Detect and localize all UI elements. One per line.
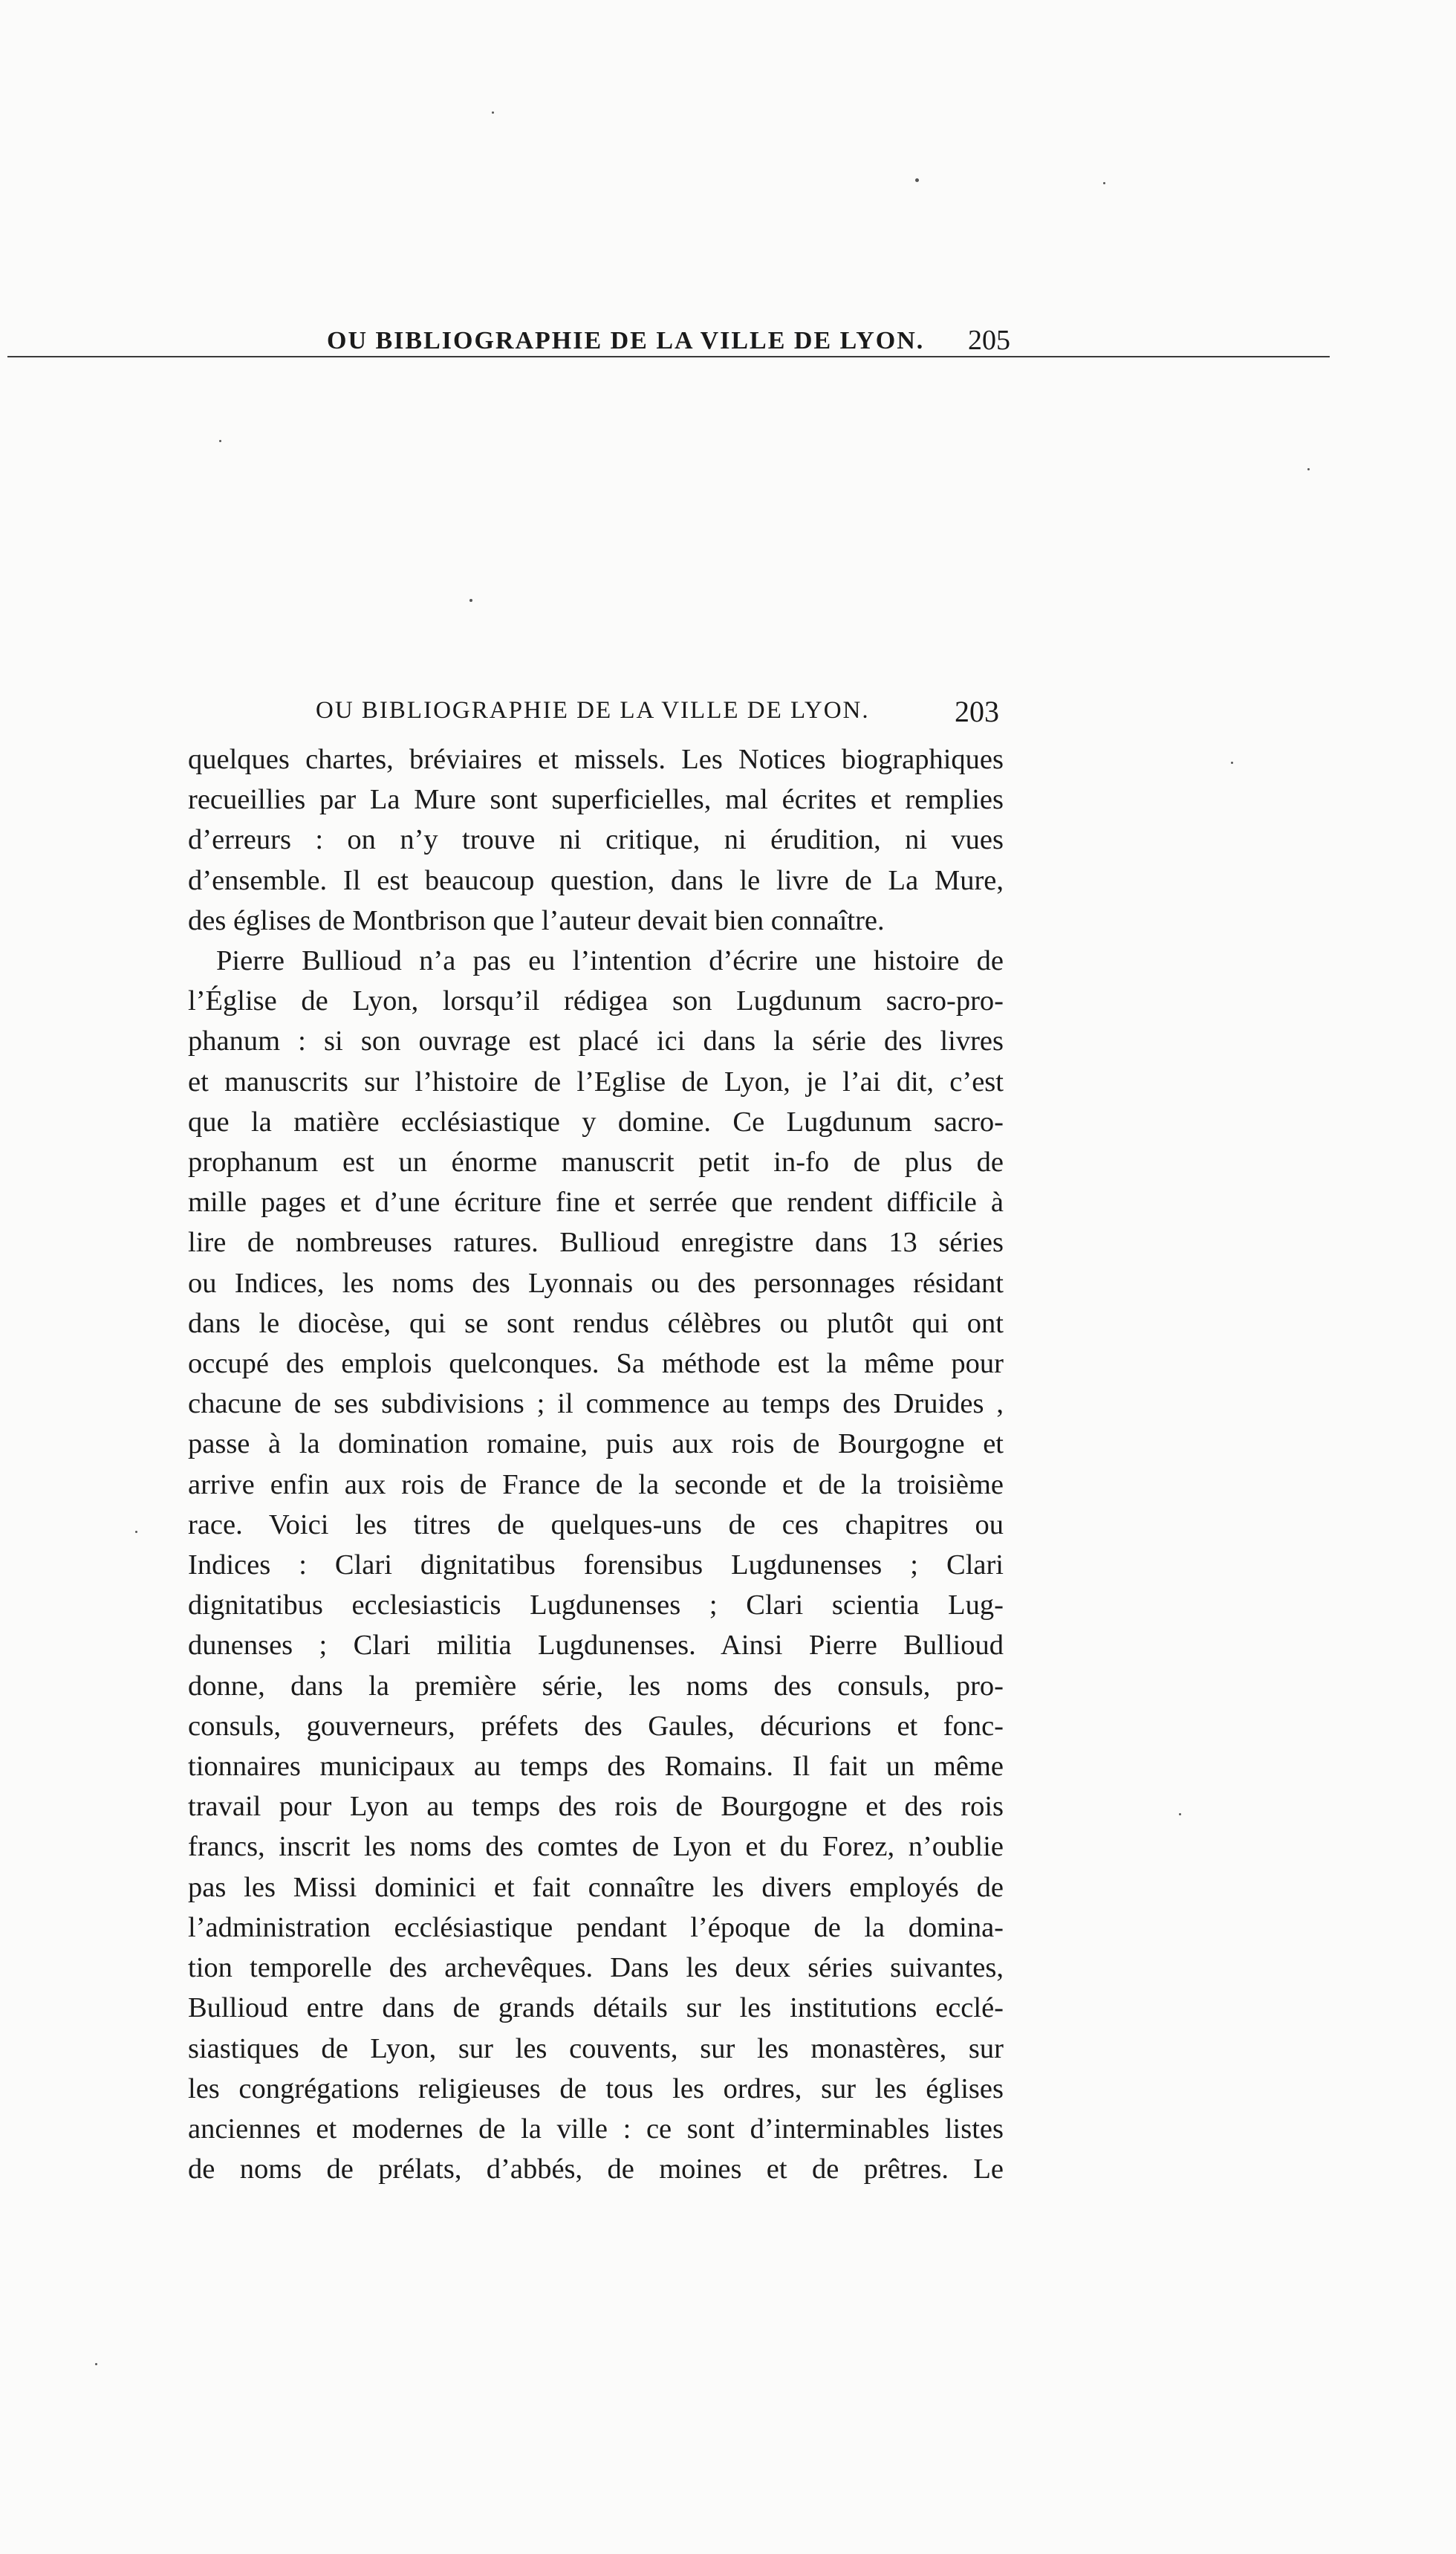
text-line: l’Église de Lyon, lorsqu’il rédigea son Lugdunum sacro-pro- bbox=[188, 985, 1004, 1017]
text-line: Indices : Clari dignitatibus forensibus Lugdunenses ; Clari bbox=[188, 1549, 1004, 1581]
text-line: dignitatibus ecclesiasticis Lugdunenses ; Clari scientia Lug- bbox=[188, 1589, 1004, 1621]
paper-speck bbox=[219, 440, 221, 442]
paper-speck bbox=[135, 1531, 137, 1533]
text-line: anciennes et modernes de la ville : ce sont d’interminables listes bbox=[188, 2113, 1004, 2145]
paper-speck bbox=[469, 599, 472, 602]
running-header-title: OU BIBLIOGRAPHIE DE LA VILLE DE LYON. bbox=[316, 697, 870, 724]
paper-speck bbox=[1307, 468, 1310, 470]
text-line: ou Indices, les noms des Lyonnais ou des personnages résidant bbox=[188, 1267, 1004, 1299]
text-line: chacune de ses subdivisions ; il commence au temps des Druides , bbox=[188, 1388, 1004, 1420]
text-line: et manuscrits sur l’histoire de l’Eglise de Lyon, je l’ai dit, c’est bbox=[188, 1066, 1004, 1098]
text-line: occupé des emplois quelconques. Sa méthode est la même pour bbox=[188, 1348, 1004, 1380]
text-line: pas les Missi dominici et fait connaître les divers employés de bbox=[188, 1871, 1004, 1903]
paper-speck bbox=[1179, 1813, 1181, 1815]
text-line: phanum : si son ouvrage est placé ici dans la série des livres bbox=[188, 1025, 1004, 1057]
body-text bbox=[188, 739, 1004, 2189]
paper-speck bbox=[492, 111, 494, 114]
paper-speck bbox=[915, 178, 919, 182]
text-line: donne, dans la première série, les noms des consuls, pro- bbox=[188, 1670, 1004, 1702]
bleed-through-rule bbox=[7, 356, 1330, 357]
text-line: tion temporelle des archevêques. Dans les deux séries suivantes, bbox=[188, 1952, 1004, 1984]
text-line: tionnaires municipaux au temps des Romains. Il fait un même bbox=[188, 1751, 1004, 1783]
text-line: Pierre Bullioud n’a pas eu l’intention d’écrire une histoire de bbox=[216, 945, 1004, 977]
text-line: francs, inscrit les noms des comtes de Lyon et du Forez, n’oublie bbox=[188, 1831, 1004, 1863]
paper-speck bbox=[1231, 762, 1233, 764]
paper-speck bbox=[95, 2363, 97, 2365]
text-line: mille pages et d’une écriture fine et serrée que rendent difficile à bbox=[188, 1187, 1004, 1219]
text-line: lire de nombreuses ratures. Bullioud enregistre dans 13 séries bbox=[188, 1227, 1004, 1259]
text-line: dans le diocèse, qui se sont rendus célèbres ou plutôt qui ont bbox=[188, 1307, 1004, 1339]
text-line: quelques chartes, bréviaires et missels. Les Notices biographiques bbox=[188, 744, 1004, 775]
paper-speck bbox=[1103, 182, 1105, 184]
page-number: 203 bbox=[955, 695, 999, 728]
text-line: arrive enfin aux rois de France de la seconde et de la troisième bbox=[188, 1468, 1004, 1500]
text-line: siastiques de Lyon, sur les couvents, sur les monastères, sur bbox=[188, 2032, 1004, 2064]
text-line: l’administration ecclésiastique pendant l’époque de la domina- bbox=[188, 1911, 1004, 1943]
text-line: race. Voici les titres de quelques-uns de ces chapitres ou bbox=[188, 1508, 1004, 1540]
running-header bbox=[316, 697, 999, 730]
text-line: Bullioud entre dans de grands détails sur les institutions ecclé- bbox=[188, 1992, 1004, 2024]
text-line: des églises de Montbrison que l’auteur devait bien connaître. bbox=[188, 904, 885, 936]
bleed-through-title: OU BIBLIOGRAPHIE DE LA VILLE DE LYON. bbox=[327, 327, 925, 354]
text-line: travail pour Lyon au temps des rois de Bourgogne et des rois bbox=[188, 1791, 1004, 1823]
text-line: d’erreurs : on n’y trouve ni critique, ni érudition, ni vues bbox=[188, 824, 1004, 856]
text-line: les congrégations religieuses de tous les ordres, sur les églises bbox=[188, 2072, 1004, 2104]
text-line: que la matière ecclésiastique y domine. Ce Lugdunum sacro- bbox=[188, 1106, 1004, 1138]
bleed-through-header bbox=[327, 327, 1010, 357]
bleed-through-page-number: 205 bbox=[968, 325, 1010, 356]
text-line: prophanum est un énorme manuscrit petit in-fo de plus de bbox=[188, 1147, 1004, 1179]
text-line: recueillies par La Mure sont superficielles, mal écrites et remplies bbox=[188, 784, 1004, 816]
text-line: d’ensemble. Il est beaucoup question, dans le livre de La Mure, bbox=[188, 864, 1004, 896]
text-line: consuls, gouverneurs, préfets des Gaules, décurions et fonc- bbox=[188, 1710, 1004, 1742]
text-line: passe à la domination romaine, puis aux rois de Bourgogne et bbox=[188, 1428, 1004, 1460]
text-line: dunenses ; Clari militia Lugdunenses. Ainsi Pierre Bullioud bbox=[188, 1630, 1004, 1662]
text-line: de noms de prélats, d’abbés, de moines et de prêtres. Le bbox=[188, 2153, 1004, 2185]
